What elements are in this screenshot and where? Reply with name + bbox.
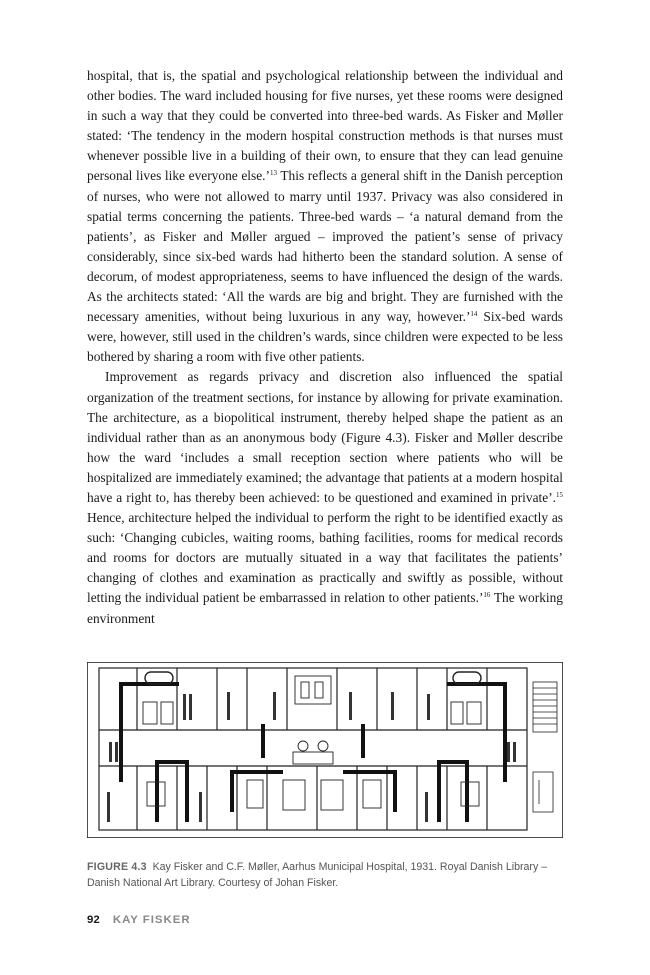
footnote-ref-16[interactable]: 16 [483, 591, 491, 600]
text-run: Improvement as regards privacy and discretion also influenced the spatial organization of the treatment sections, for instance by allowing for private examination. The architecture, as a biopolitical instrument, thereby helped shape the patient as an individual rather than as an anonymous body (Figure 4.3). Fisker and Møller describe how the ward ‘includes a small reception section where patients who will be hospitalized are immediately examined; the advantage that patients at a modern hospital have a right to, has thereby been achieved: to be questioned and examined in private’. [87, 369, 563, 505]
paragraph-2 [87, 367, 563, 628]
page-number: 92 [87, 914, 100, 926]
text-run: Hence, architecture helped the individual to perform the right to be identified exactly as such: ‘Changing cubicles, waiting rooms, bathing facilities, rooms for medical records and rooms for doctors are mutually situated in a way that facilitates the patients’ changing of clothes and examination as practically and swiftly as possible, without letting the individual patient be embarrassed in relation to other patients.’ [87, 510, 563, 606]
text-run: The working environment [87, 590, 563, 626]
caption-label: FIGURE 4.3 [87, 861, 147, 873]
figure-caption [87, 859, 563, 891]
caption-text: Kay Fisker and C.F. Møller, Aarhus Municipal Hospital, 1931. Royal Danish Library – Danish National Art Library. Courtesy of Johan Fisker. [87, 861, 548, 889]
footnote-ref-15[interactable]: 15 [556, 490, 563, 499]
page-footer [87, 914, 191, 926]
running-head: KAY FISKER [112, 914, 191, 926]
text-run: This reflects a general shift in the Danish perception of nurses, who were not allowed to marry until 1937. Privacy was also considered in spatial terms concerning the patients. Three-bed wards – ‘a natural demand from the patients’, as Fisker and Møller argued – improved the patient’s sense of privacy considerably, since six-bed wards had hitherto been the standard solution. A sense of decorum, of modest appropriateness, seems to have influenced the design of the wards. As the architects stated: ‘All the wards are big and bright. They are furnished with the necessary amenities, without being luxurious in any way, however.’ [87, 168, 563, 325]
footnote-ref-13[interactable]: 13 [269, 169, 277, 178]
footnote-ref-14[interactable]: 14 [470, 310, 478, 319]
text-run: hospital, that is, the spatial and psychological relationship between the individual and other bodies. The ward included housing for five nurses, yet these rooms were designed in such a way that they could be converted into three-bed wards. As Fisker and Møller stated: ‘The tendency in the modern hospital construction methods is that nurses must whenever possible live in a building of their own, to ensure that they can lead genuine personal lives like everyone else.’ [87, 68, 563, 184]
paragraph-1 [87, 66, 563, 367]
body-text [87, 66, 563, 629]
figure-floor-plan [87, 662, 563, 838]
text-run: Six-bed wards were, however, still used in the children’s wards, since children were expected to be less bothered by sharing a room with five other patients. [87, 309, 563, 365]
floor-plan-drawing [87, 662, 563, 838]
